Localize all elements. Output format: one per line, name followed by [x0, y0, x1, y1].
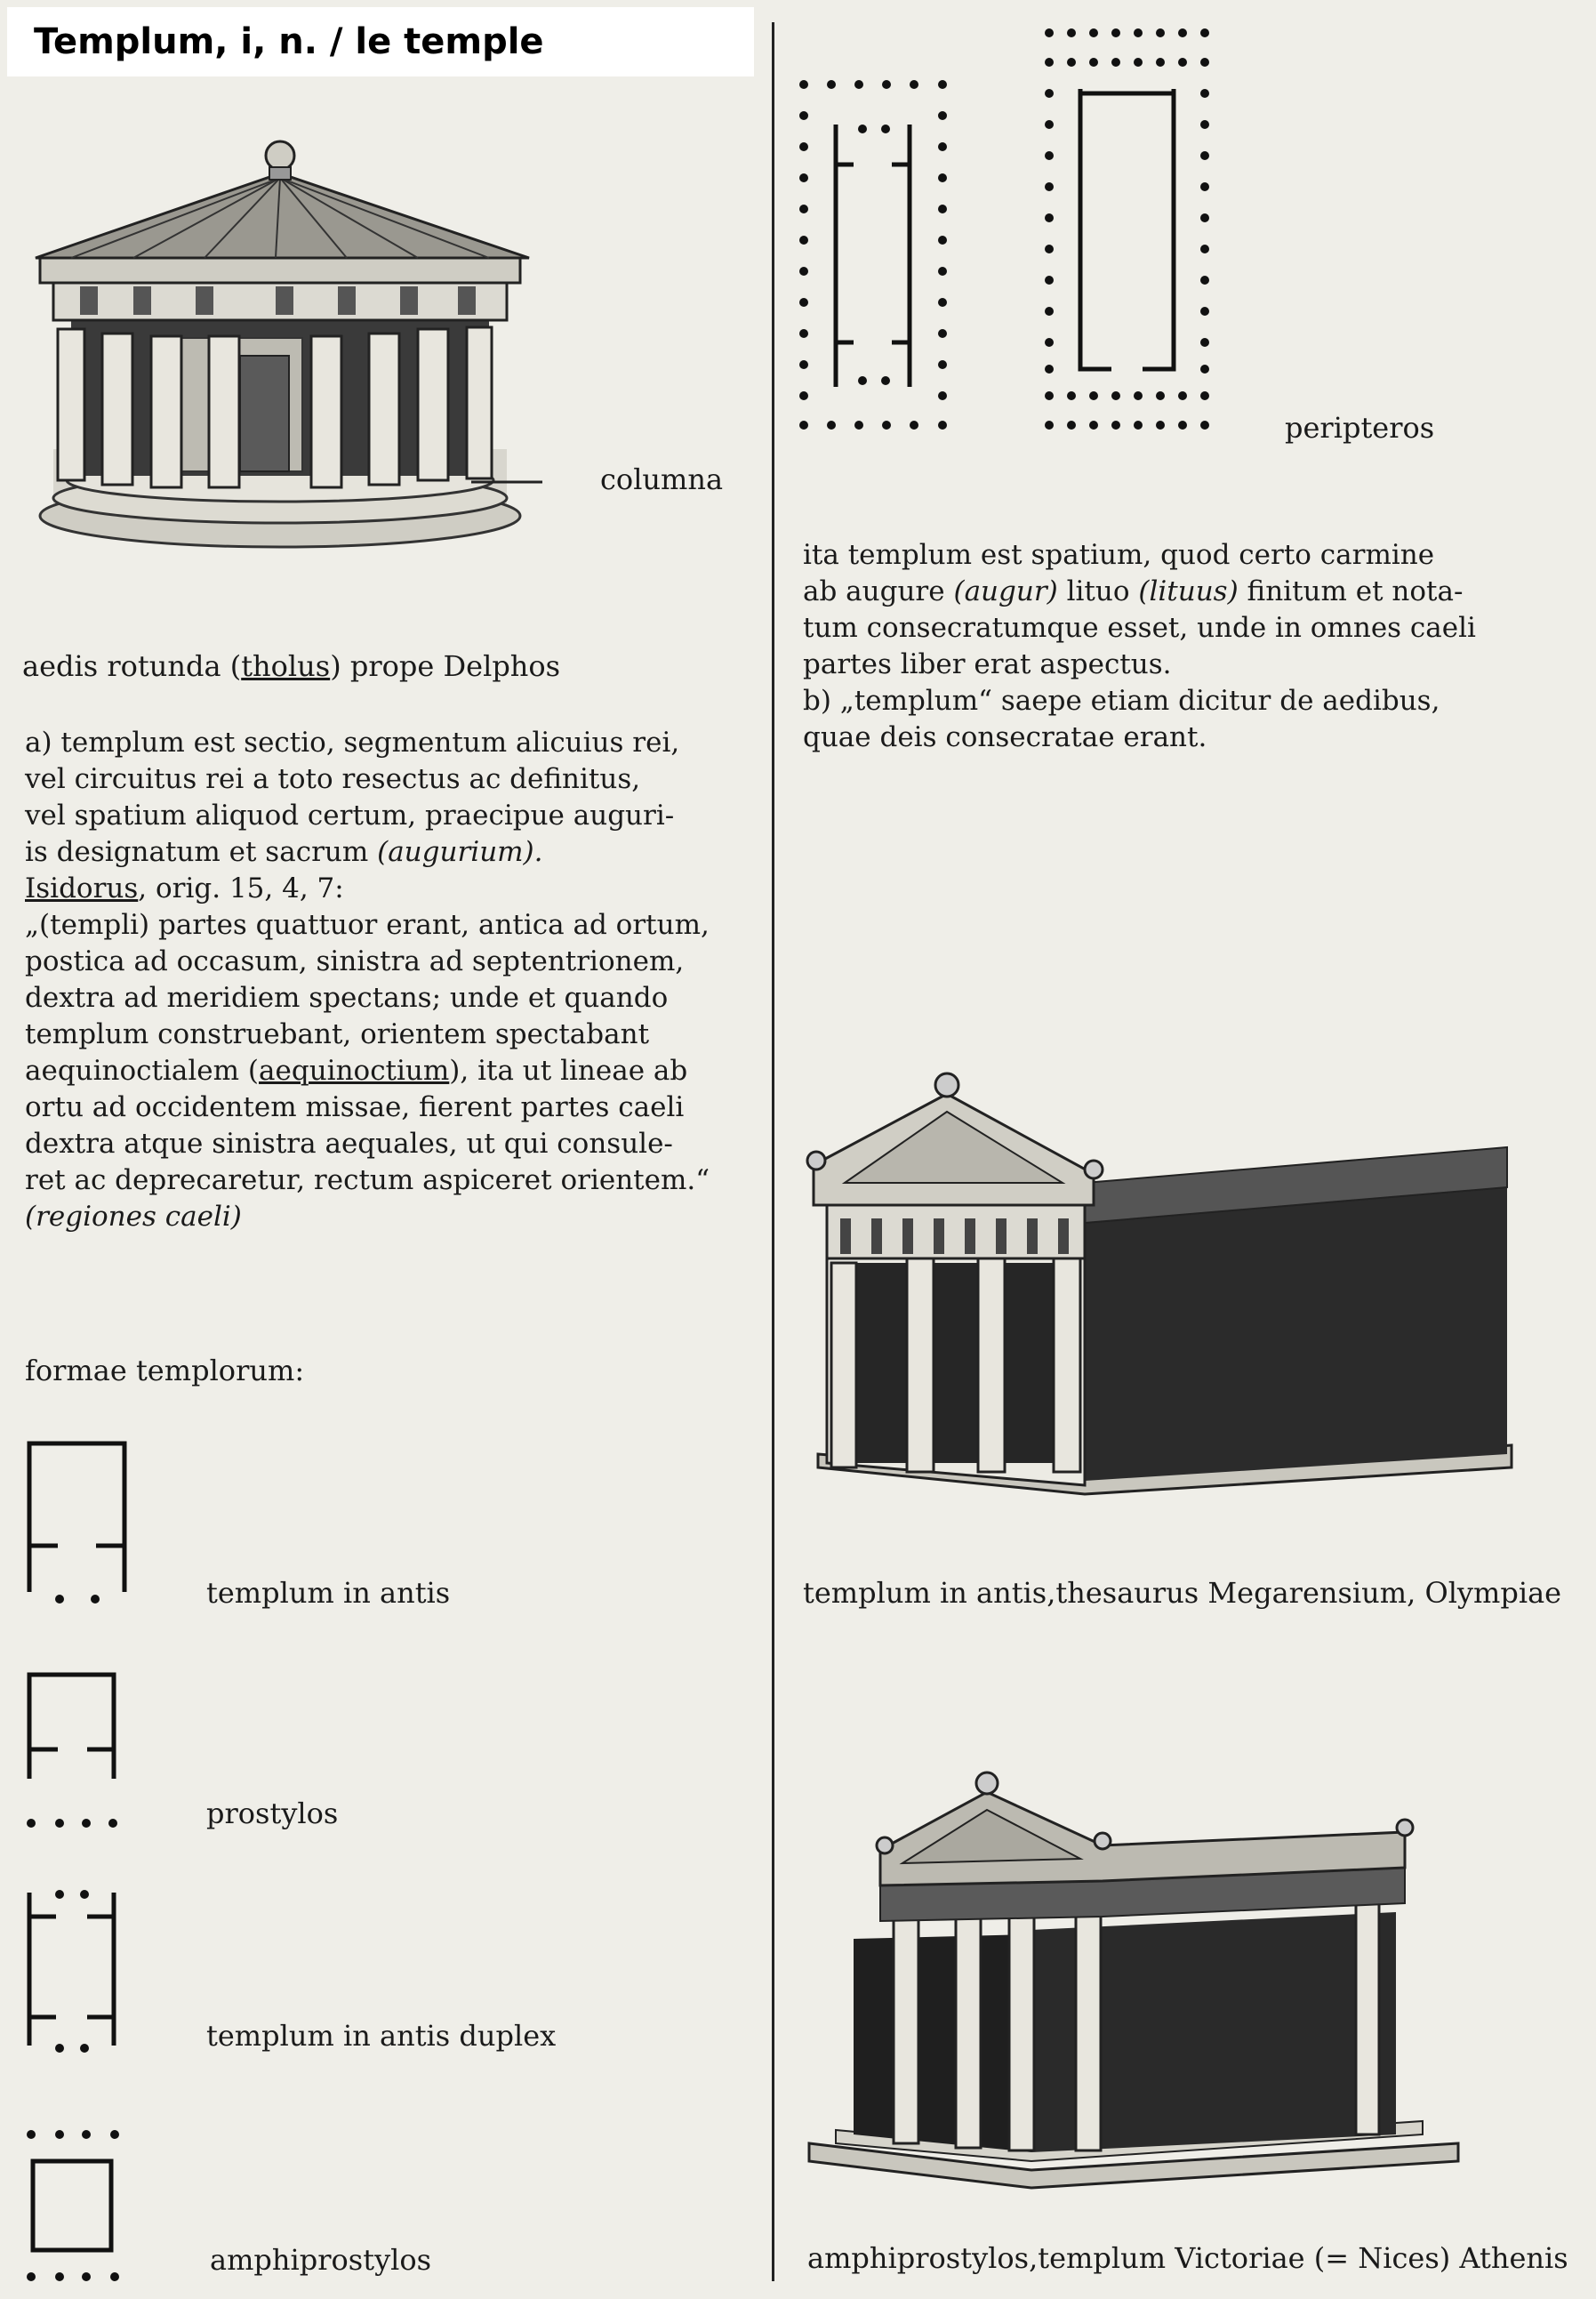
quote-line: ortu ad occidentem missae, fierent partes caeli: [25, 1091, 685, 1123]
form-label: templum in antis: [206, 1576, 451, 1610]
peripteros-plans-icon: [791, 22, 1254, 449]
photo-caption-bottom: amphiprostylos,templum Victoriae (= Nices) Athenis: [807, 2241, 1568, 2275]
form-label: templum in antis duplex: [206, 2019, 557, 2053]
cross-reference: (regiones caeli): [25, 1201, 242, 1233]
form-label: prostylos: [206, 1797, 339, 1830]
definition-line: ab augure (augur) lituo (lituus) finitum et nota-: [803, 575, 1464, 607]
column-label: columna: [600, 462, 724, 496]
definition-line: ita templum est spatium, quod certo carmine: [803, 539, 1435, 571]
source-citation: Isidorus, orig. 15, 4, 7:: [25, 872, 344, 904]
page-title-box: [7, 7, 754, 76]
quote-line: postica ad occasum, sinistra ad septentrionem,: [25, 945, 685, 977]
page-title: Templum, i, n. / le temple: [34, 21, 544, 62]
definition-line: partes liber erat aspectus.: [803, 648, 1172, 680]
plan-amphiprostylos-icon: [22, 2126, 138, 2286]
plan-in-antis-duplex-icon: [22, 1885, 138, 2063]
definition-line: is designatum et sacrum (augurium).: [25, 836, 543, 868]
definition-line: b) „templum“ saepe etiam dicitur de aedibus,: [803, 685, 1440, 717]
photo-caption-top: templum in antis,thesaurus Megarensium, Olympiae: [803, 1576, 1562, 1610]
temple-in-antis-illustration: [800, 1049, 1529, 1530]
plan-in-antis-icon: [22, 1436, 138, 1614]
forms-heading: formae templorum:: [25, 1354, 305, 1387]
definition-b-block: [803, 537, 1476, 756]
quote-line: ret ac deprecaretur, rectum aspiceret orientem.“: [25, 1164, 710, 1196]
definition-a-block: [25, 725, 710, 1235]
definition-line: tum consecratumque esset, unde in omnes caeli: [803, 612, 1476, 644]
temple-victoriae-illustration: [800, 1743, 1476, 2210]
quote-line: dextra atque sinistra aequales, ut qui consule-: [25, 1128, 673, 1160]
quote-line: aequinoctialem (aequinoctium), ita ut lineae ab: [25, 1055, 688, 1087]
definition-line: a) templum est sectio, segmentum alicuius rei,: [25, 727, 680, 759]
quote-line: templum construebant, orientem spectabant: [25, 1018, 650, 1050]
quote-line: dextra ad meridiem spectans; unde et quando: [25, 982, 669, 1014]
tholus-caption: aedis rotunda (tholus) prope Delphos: [22, 649, 561, 683]
definition-line: vel spatium aliquod certum, praecipue auguri-: [25, 800, 675, 832]
form-label: amphiprostylos: [210, 2243, 432, 2277]
column-divider: [772, 22, 774, 2281]
peripteros-label: peripteros: [1285, 411, 1435, 445]
tholus-illustration: [18, 125, 542, 609]
quote-line: „(templi) partes quattuor erant, antica ad ortum,: [25, 909, 710, 941]
plan-prostylos-icon: [22, 1668, 138, 1837]
definition-line: vel circuitus rei a toto resectus ac definitus,: [25, 763, 641, 795]
definition-line: quae deis consecratae erant.: [803, 721, 1207, 753]
